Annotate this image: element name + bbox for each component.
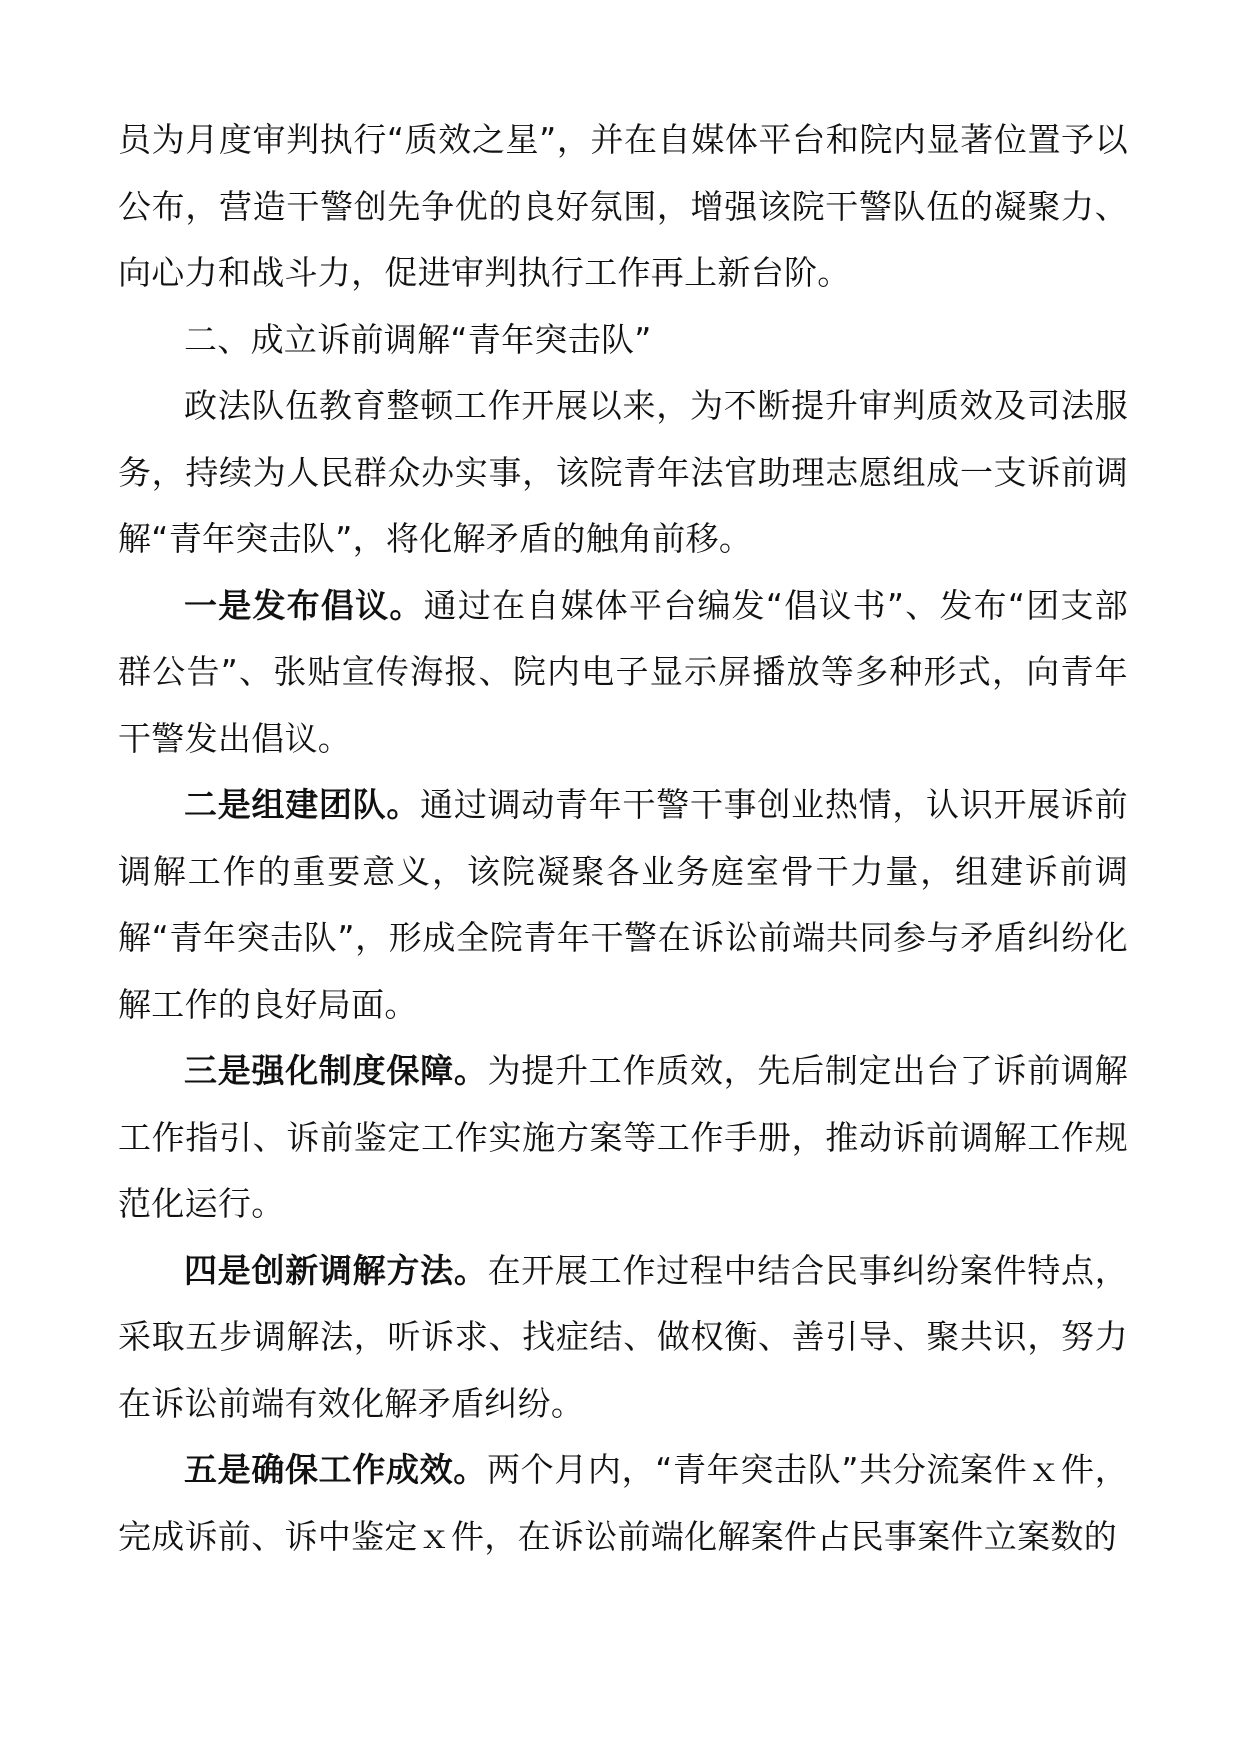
paragraph-lead: 一是发布倡议。: [184, 585, 424, 625]
paragraph-lead: 五是确保工作成效。: [184, 1450, 487, 1489]
paragraph-lead: 三是强化制度保障。: [184, 1051, 488, 1090]
paragraph-text: 为提升工作质效，先后制定出台了诉前调解工作指引、诉前鉴定工作实施方案等工作手册，推动诉前调解工作规范化运行。: [118, 1051, 1129, 1223]
paragraph-point-1: [118, 573, 1128, 773]
paragraph-text: 在开展工作过程中结合民事纠纷案件特点，采取五步调解法，听诉求、找症结、做权衡、善引导、聚共识，努力在诉讼前端有效化解矛盾纠纷。: [118, 1250, 1129, 1423]
paragraph-point-3: [118, 1038, 1128, 1238]
paragraph-text: 通过在自媒体平台编发“倡议书”、发布“团支部群公告”、张贴宣传海报、院内电子显示屏播放等多种形式，向青年干警发出倡议。: [118, 585, 1128, 758]
paragraph-point-2: [118, 772, 1128, 1038]
section-heading: [118, 307, 1128, 374]
paragraph-lead: 二是组建团队。: [184, 785, 421, 824]
paragraph-intro: [118, 373, 1128, 573]
paragraph-point-5: [118, 1437, 1128, 1570]
paragraph-lead: 四是创新调解方法。: [184, 1250, 488, 1290]
section-heading-text: 二、成立诉前调解“青年突击队”: [184, 319, 652, 359]
paragraph-point-4: [118, 1238, 1128, 1438]
paragraph-text: 通过调动青年干警干事创业热情，认识开展诉前调解工作的重要意义，该院凝聚各业务庭室骨干力量，组建诉前调解“青年突击队”，形成全院青年干警在诉讼前端共同参与矛盾纠纷化解工作的良好局面。: [118, 785, 1128, 1024]
paragraph-text: 两个月内，“青年突击队”共分流案件ｘ件，完成诉前、诉中鉴定ｘ件，在诉讼前端化解案件占民事案件立案数的: [118, 1450, 1128, 1556]
paragraph-text: 员为月度审判执行“质效之星”，并在自媒体平台和院内显著位置予以公布，营造干警创先争优的良好氛围，增强该院干警队伍的凝聚力、向心力和战斗力，促进审判执行工作再上新台阶。: [118, 120, 1128, 292]
paragraph-text: 政法队伍教育整顿工作开展以来，为不断提升审判质效及司法服务，持续为人民群众办实事，该院青年法官助理志愿组成一支诉前调解“青年突击队”，将化解矛盾的触角前移。: [118, 386, 1128, 558]
paragraph-continuation: [118, 107, 1128, 307]
document-body: [118, 107, 1128, 1570]
